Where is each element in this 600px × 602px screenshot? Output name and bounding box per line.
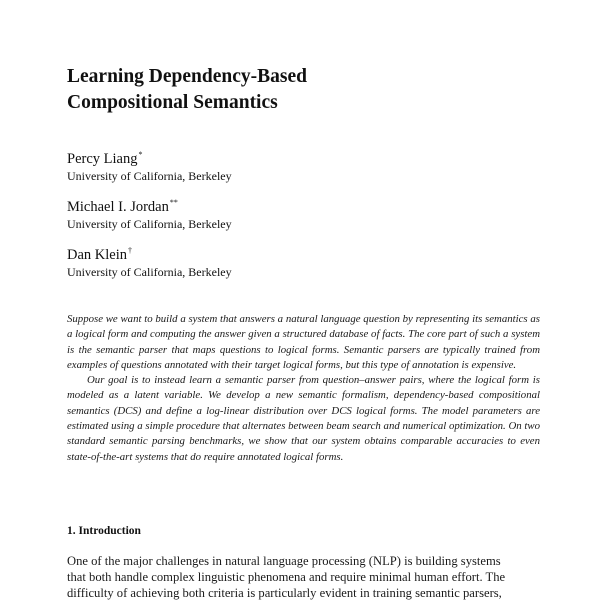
author-footnote-mark: ** [169,198,178,207]
intro-paragraph [67,553,540,602]
section-heading: 1. Introduction [67,525,141,537]
author-footnote-mark: * [138,150,143,159]
author-affiliation: University of California, Berkeley [67,169,232,183]
author-name: Dan Klein† [67,246,132,263]
abstract-paragraph-2: Our goal is to instead learn a semantic parser from question–answer pairs, where the logical form is modeled as a latent variable. We develop a new semantic formalism, dependency-based compositional semantics (DCS) and define a log-linear distribution over DCS logical forms. The model parameters are estimated using a simple procedure that alternates between beam search and numerical optimization. On two standard semantic parsing benchmarks, we show that our system obtains comparable accuracies to even state-of-the-art systems that do require annotated logical forms. [67,374,540,463]
author-name: Percy Liang* [67,150,143,167]
author-block-3 [67,242,537,280]
title-line-2: Compositional Semantics [67,92,278,113]
author-block-1 [67,146,537,184]
intro-line-2: that both handle complex linguistic phenomena and require minimal human effort. The [67,570,506,585]
author-footnote-mark: † [128,246,132,255]
paper-title [67,64,537,116]
abstract [67,312,540,465]
abstract-paragraph-1: Suppose we want to build a system that answers a natural language question by representing its semantics as a logical form and computing the answer given a structured database of facts. The core part of such a system is the semantic parser that maps questions to logical forms. Semantic parsers are typically trained from examples of questions annotated with their target logical forms, but this type of annotation is expensive. [67,313,540,371]
author-block-2 [67,194,537,232]
author-name: Michael I. Jordan** [67,198,178,215]
intro-line-1: One of the major challenges in natural language processing (NLP) is building systems [67,554,501,568]
author-affiliation: University of California, Berkeley [67,217,232,231]
intro-line-3: difficulty of achieving both criteria is particularly evident in training semantic parsers, [67,586,502,601]
title-line-1: Learning Dependency-Based [67,66,307,87]
author-affiliation: University of California, Berkeley [67,265,232,279]
